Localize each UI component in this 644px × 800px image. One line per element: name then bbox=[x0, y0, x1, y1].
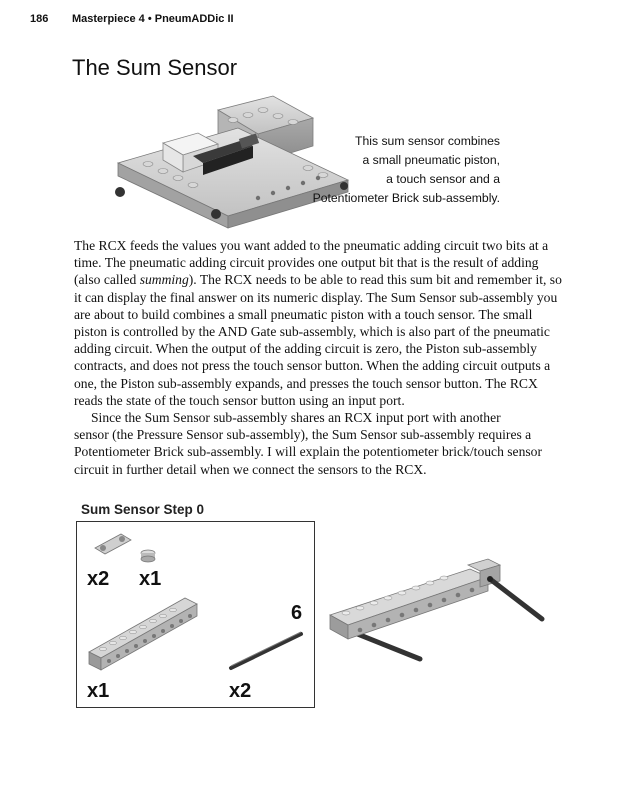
term-emphasis: summing bbox=[139, 272, 189, 288]
body-line: are about to build combines a small pneumatic piston with a touch sensor. The small bbox=[74, 306, 533, 322]
caption-line: a touch sensor and a bbox=[386, 172, 500, 186]
part-qty: x1 bbox=[87, 680, 110, 702]
body-line: Since the Sum Sensor sub-assembly shares an RCX input port with another bbox=[91, 410, 501, 426]
body-line: it can display the final answer on its numeric display. The Sum Sensor sub-assembly you bbox=[74, 289, 558, 305]
section-title: The Sum Sensor bbox=[72, 55, 238, 80]
body-line: time. The pneumatic adding circuit provides one output bit that is the result of adding bbox=[74, 255, 539, 271]
part-qty: x2 bbox=[87, 568, 110, 590]
axle-part bbox=[227, 628, 307, 674]
body-line: sensor (the Pressure Sensor sub-assembly), the Sum Sensor sub-assembly requires a bbox=[74, 427, 532, 443]
body-line: reads the state of the touch sensor button using an input port. bbox=[74, 392, 405, 408]
technic-beam-part bbox=[85, 592, 203, 672]
body-line: contracts, and does not press the touch sensor button. When the adding circuit outputs a bbox=[74, 358, 551, 374]
body-line: The RCX feeds the values you want added to the pneumatic adding circuit two bits at a bbox=[74, 238, 549, 253]
body-line: adding circuit. When the output of the adding circuit is zero, the Piston sub-assembly bbox=[74, 341, 537, 357]
page-number: 186 bbox=[30, 13, 49, 25]
body-text bbox=[74, 237, 566, 478]
body-line: piston is controlled by the AND Gate sub-assembly, which is also part of the pneumatic bbox=[74, 324, 550, 340]
body-line: one, the Piston sub-assembly expands, and presses the touch sensor button. The RCX bbox=[74, 375, 538, 391]
running-header bbox=[30, 13, 234, 25]
running-title: Masterpiece 4 • PneumADDic II bbox=[72, 13, 234, 25]
step-assembly-illustration bbox=[320, 555, 550, 670]
caption-line: Potentiometer Brick sub-assembly. bbox=[312, 191, 500, 205]
bush-part bbox=[139, 548, 157, 564]
body-line: (also called summing). The RCX needs to be able to read this sum bit and remember it, so bbox=[74, 272, 562, 288]
step-title: Sum Sensor Step 0 bbox=[81, 502, 205, 517]
body-line: circuit in further detail when we connect the sensors to the RCX. bbox=[74, 461, 427, 477]
axle-length-label: 6 bbox=[291, 602, 303, 624]
caption-line: This sum sensor combines bbox=[355, 134, 500, 148]
caption-line: a small pneumatic piston, bbox=[362, 153, 500, 167]
parts-list-box bbox=[76, 521, 315, 708]
part-qty: x2 bbox=[229, 680, 252, 702]
figure-caption bbox=[300, 132, 500, 208]
body-line: Potentiometer Brick sub-assembly. I will explain the potentiometer brick/touch sensor bbox=[74, 444, 542, 460]
part-qty: x1 bbox=[139, 568, 162, 590]
connector-pin-part bbox=[91, 530, 135, 558]
